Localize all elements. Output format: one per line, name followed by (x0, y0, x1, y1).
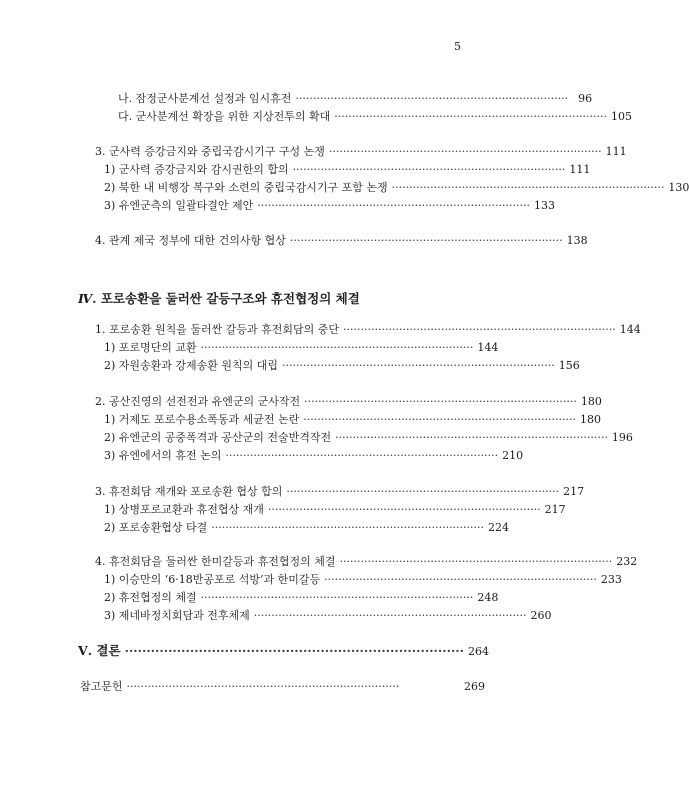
toc-entry-page: 111 (569, 163, 591, 176)
toc-entry-label: 3. 군사력 증강금지와 중립국감시기구 구성 논쟁 (95, 145, 325, 158)
leader-dots: ·············································································· (324, 573, 597, 586)
toc-entry (104, 449, 524, 463)
toc-entry (104, 521, 510, 535)
toc-entry (104, 359, 580, 373)
leader-dots: ·············································································· (200, 341, 474, 354)
toc-entry-page: 180 (580, 413, 602, 426)
toc-entry (104, 609, 552, 623)
chapter-title: 포로송환을 둘러싼 갈등구조와 휴전협정의 체결 (100, 291, 360, 306)
toc-entry-label: 참고문헌 (80, 680, 123, 693)
toc-entry-page: 111 (605, 145, 627, 158)
leader-dots: ·············································································· (304, 395, 577, 408)
toc-entry-page: 269 (464, 680, 485, 693)
chapter-numeral: Ⅳ. (78, 291, 97, 306)
toc-entry (104, 591, 499, 605)
toc-entry (104, 431, 633, 445)
toc-entry-page: 233 (600, 573, 622, 586)
toc-entry-label: Ⅴ. 결론 (78, 643, 121, 658)
leader-dots: ·············································································· (200, 591, 474, 604)
toc-entry-label: 2) 포로송환협상 타결 (104, 521, 208, 534)
toc-entry-page: 217 (544, 503, 566, 516)
toc-entry-label: 2) 북한 내 비행장 복구와 소련의 중립국감시기구 포함 논쟁 (104, 181, 388, 194)
toc-entry-page: 196 (611, 431, 633, 444)
toc-entry (95, 323, 641, 337)
toc-entry-label: 1) 군사력 증강금지와 감시권한의 합의 (104, 163, 289, 176)
toc-entry (95, 145, 627, 159)
toc-entry-page: 138 (566, 234, 588, 247)
toc-entry (104, 163, 591, 177)
toc-entry-label: 1. 포로송환 원칙을 둘러싼 갈등과 휴전회담의 중단 (95, 323, 339, 336)
toc-entry (118, 92, 593, 106)
toc-entry-label: 1) 포로명단의 교환 (104, 341, 197, 354)
toc-entry-label: 다. 군사분계선 확장을 위한 지상전투의 확대 (118, 110, 331, 123)
toc-entry-label: 3) 유엔에서의 휴전 논의 (104, 449, 222, 462)
chapter-heading (78, 289, 360, 307)
toc-entry-page: 224 (488, 521, 510, 534)
toc-entry (118, 110, 632, 124)
toc-entry-label: 2) 유엔군의 공중폭격과 공산군의 전술반격작전 (104, 431, 332, 444)
toc-entry-page: 264 (468, 645, 490, 658)
leader-dots: ·············································································· (303, 413, 577, 426)
toc-entry (104, 503, 566, 517)
toc-entry-label: 2) 휴전협정의 체결 (104, 591, 197, 604)
toc-entry (104, 199, 556, 213)
toc-entry-conclusion (78, 643, 490, 659)
toc-entry-label: 4. 관계 제국 정부에 대한 건의사항 협상 (95, 234, 286, 247)
leader-dots: ·············································································· (343, 323, 616, 336)
leader-dots: ·············································································· (267, 503, 541, 516)
leader-dots: ·············································································· (292, 163, 566, 176)
toc-entry (104, 413, 602, 427)
toc-entry-page: 232 (616, 555, 638, 568)
toc-entry-page: 210 (502, 449, 524, 462)
toc-entry (95, 395, 602, 409)
toc-entry-page: 260 (530, 609, 552, 622)
toc-entry-label: 2. 공산진영의 선전전과 유엔군의 군사작전 (95, 395, 301, 408)
toc-entry-page: 133 (534, 199, 556, 212)
toc-entry-label: 2) 자원송환과 강제송환 원칙의 대립 (104, 359, 279, 372)
toc-entry-page: 217 (563, 485, 585, 498)
toc-entry-label: 1) 이승만의 ‘6·18반공포로 석방’과 한미갈등 (104, 573, 321, 586)
toc-entry-label: 나. 잠정군사분계선 설정과 임시휴전 (118, 92, 292, 105)
toc-entry (95, 555, 638, 569)
leader-dots: ·············································································· (126, 680, 400, 693)
leader-dots: ·············································································· (124, 643, 465, 658)
leader-dots: ·············································································· (295, 92, 569, 105)
toc-entry (104, 341, 499, 355)
leader-dots: ·············································································· (334, 110, 607, 123)
leader-dots: ·············································································· (289, 234, 563, 247)
toc-entry-label: 4. 휴전회담을 둘러싼 한미갈등과 휴전협정의 체결 (95, 555, 336, 568)
toc-entry-page: 144 (477, 341, 499, 354)
page-number: 5 (454, 40, 461, 53)
leader-dots: ·············································································· (257, 199, 531, 212)
leader-dots: ·············································································· (391, 181, 665, 194)
toc-entry-label: 3) 제네바정치회담과 전후체제 (104, 609, 250, 622)
toc-entry (95, 485, 585, 499)
toc-entry-label: 1) 거제도 포로수용소폭동과 세균전 논란 (104, 413, 300, 426)
leader-dots: ·············································································· (253, 609, 527, 622)
toc-entry-page: 130 (668, 181, 689, 194)
toc-entry-references (80, 680, 485, 694)
leader-dots: ·············································································· (211, 521, 485, 534)
toc-entry-label: 3) 유엔군측의 일괄타결안 제안 (104, 199, 254, 212)
toc-entry-label: 3. 휴전회담 재개와 포로송환 협상 합의 (95, 485, 283, 498)
leader-dots: ·············································································· (282, 359, 555, 372)
toc-entry (104, 573, 622, 587)
leader-dots: ·············································································· (328, 145, 602, 158)
toc-entry (95, 234, 588, 248)
toc-entry-label: 1) 상병포로교환과 휴전협상 재개 (104, 503, 264, 516)
toc-entry-page: 248 (477, 591, 499, 604)
toc-entry-page: 180 (580, 395, 602, 408)
toc-entry-page: 156 (558, 359, 580, 372)
toc-entry-page: 144 (619, 323, 641, 336)
toc-entry-page: 105 (610, 110, 632, 123)
leader-dots: ·············································································· (225, 449, 499, 462)
leader-dots: ·············································································· (339, 555, 613, 568)
toc-entry (104, 181, 689, 195)
leader-dots: ·············································································· (286, 485, 560, 498)
leader-dots: ·············································································· (335, 431, 608, 444)
toc-entry-page: 96 (578, 92, 593, 105)
